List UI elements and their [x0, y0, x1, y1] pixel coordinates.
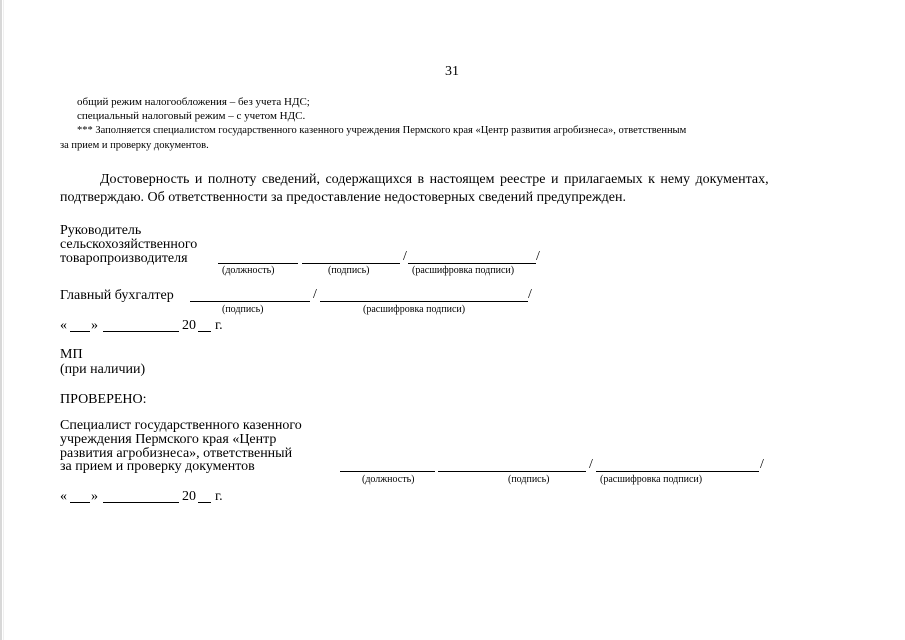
note-line-1: общий режим налогообложения – без учета НДС; [77, 96, 310, 108]
date2-day-line [70, 502, 90, 503]
accountant-caption-signature: (подпись) [222, 304, 264, 315]
verified-signature-line [438, 471, 586, 472]
accountant-title: Главный бухгалтер [60, 288, 174, 303]
date-year-prefix: 20 [182, 318, 196, 333]
verified-decoding-line [596, 471, 759, 472]
stamp-label: МП [60, 347, 83, 362]
head-caption-decoding: (расшифровка подписи) [412, 265, 515, 276]
verified-caption-position: (должность) [362, 474, 415, 485]
accountant-decoding-line [320, 301, 528, 302]
scan-edge-shadow [3, 0, 4, 640]
date2-year-line [198, 502, 211, 503]
verified-position-line [340, 471, 435, 472]
head-title-line-1: Руководитель [60, 223, 142, 238]
accountant-slash: / [313, 287, 317, 302]
date-suffix: г. [215, 318, 223, 333]
date-close-quote: » [91, 318, 98, 333]
verified-caption-signature: (подпись) [508, 474, 550, 485]
specialist-line-1: Специалист государственного казенного [60, 418, 302, 433]
verified-title: ПРОВЕРЕНО: [60, 392, 147, 407]
date-day-line [70, 331, 90, 332]
accountant-slash-end: / [528, 287, 532, 302]
head-title-line-2: сельскохозяйственного [60, 237, 198, 252]
date2-open-quote: « [60, 489, 67, 504]
head-decoding-line [408, 263, 536, 264]
specialist-line-3: развития агробизнеса», ответственный [60, 446, 293, 461]
declaration-line-1: Достоверность и полноту сведений, содержащихся в настоящем реестре и прилагаемых к нему документах, [100, 172, 769, 187]
head-position-line [218, 263, 298, 264]
specialist-line-2: учреждения Пермского края «Центр [60, 432, 277, 447]
head-signature-line [302, 263, 400, 264]
head-caption-position: (должность) [222, 265, 275, 276]
head-slash-end: / [536, 249, 540, 264]
accountant-signature-line [190, 301, 310, 302]
date2-month-line [103, 502, 179, 503]
date2-close-quote: » [91, 489, 98, 504]
accountant-caption-decoding: (расшифровка подписи) [363, 304, 466, 315]
verified-caption-decoding: (расшифровка подписи) [600, 474, 703, 485]
verified-slash-end: / [760, 457, 764, 472]
note-line-3: *** Заполняется специалистом государственного казенного учреждения Пермского края «Центр развития агробизнеса», ответственным [77, 125, 687, 136]
date2-suffix: г. [215, 489, 223, 504]
note-line-4: за прием и проверку документов. [60, 140, 209, 151]
stamp-note: (при наличии) [60, 362, 146, 377]
date-open-quote: « [60, 318, 67, 333]
specialist-line-4: за прием и проверку документов [60, 459, 255, 474]
date2-year-prefix: 20 [182, 489, 196, 504]
page-number: 31 [445, 64, 459, 79]
head-slash: / [403, 249, 407, 264]
head-caption-signature: (подпись) [328, 265, 370, 276]
date-year-line [198, 331, 211, 332]
date-month-line [103, 331, 179, 332]
scan-edge [0, 0, 2, 640]
note-line-2: специальный налоговый режим – с учетом НДС. [77, 110, 306, 122]
declaration-line-2: подтверждаю. Об ответственности за предоставление недостоверных сведений предупрежден. [60, 190, 626, 205]
head-title-line-3: товаропроизводителя [60, 251, 188, 266]
verified-slash: / [589, 457, 593, 472]
